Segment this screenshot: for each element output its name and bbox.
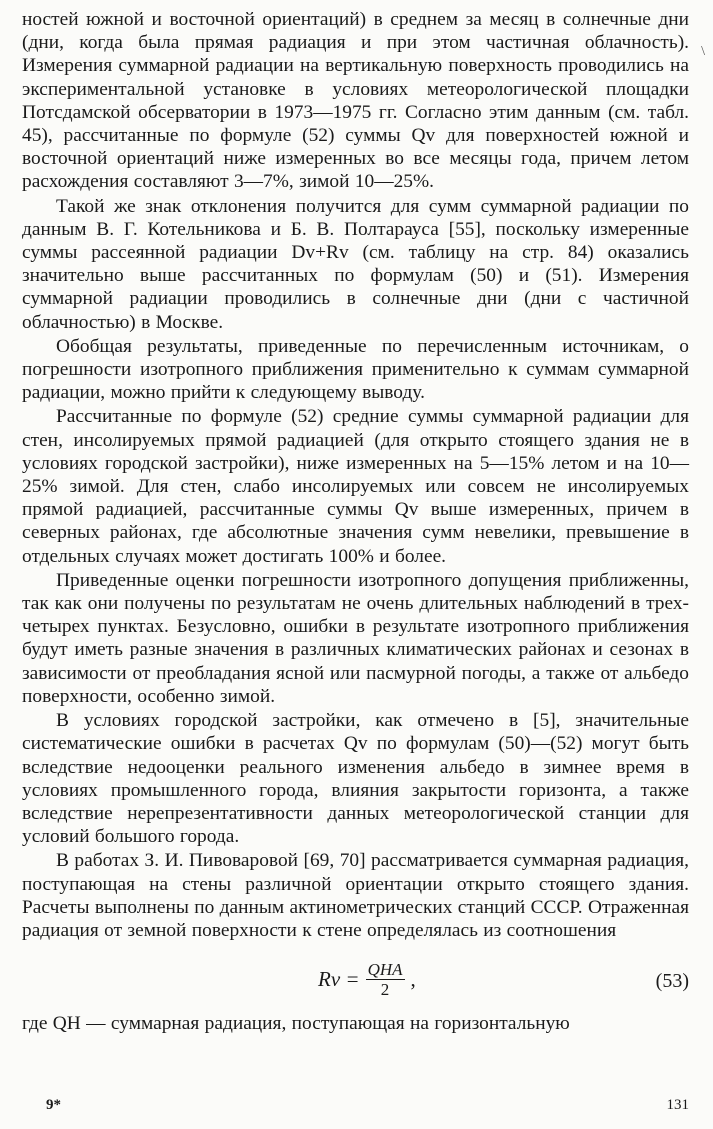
paragraph: Рассчитанные по формуле (52) средние суммы суммарной радиации для стен, инсолируемых прямой радиацией (для открыто стоящего здания не в условиях городской застройки), ниже измеренных на 5—15% летом и на 10—25% зимой. Для стен, слабо инсолируемых или совсем не инсолируемых прямой радиацией, рассчитанные суммы Qv выше измеренных, причем в северных районах, где абсолютные значения сумм невелики, превышение в отдельных случаях может достигать 100% и более. bbox=[22, 406, 689, 567]
page-footer bbox=[46, 1097, 689, 1114]
formula-53 bbox=[22, 956, 689, 1016]
paragraph: Такой же знак отклонения получится для сумм суммарной радиации по данным В. Г. Котельникова и Б. В. Полтарауса [55], поскольку измеренные суммы рассеянной радиации Dv+Rv (см. таблицу на стр. 84) оказались значительно выше рассчитанных по формулам (50) и (51). Измерения суммарной радиации проводились в солнечные дни (дни с частичной облачностью) в Москве. bbox=[22, 195, 689, 333]
formula-tail: , bbox=[410, 967, 416, 992]
paragraph-continued: ностей южной и восточной ориентаций) в среднем за месяц в солнечные дни (дни, когда была прямая радиация и при этом частичная облачность). Измерения суммарной радиации на вертикальную поверхность проводились на экспериментальной установке в условиях метеорологической площадки Потсдамской обсерватории в 1973—1975 гг. Согласно этим данным (см. табл. 45), рассчитанные по формуле (52) суммы Qv для поверхностей южной и восточной ориентаций ниже измеренных во все месяцы года, причем летом расхождения составляют 3—7%, зимой 10—25%. bbox=[22, 9, 689, 193]
signature-mark: 9* bbox=[46, 1097, 61, 1113]
formula-denominator: 2 bbox=[380, 980, 390, 1000]
margin-mark: \ bbox=[701, 44, 705, 59]
paragraph: Обобщая результаты, приведенные по перечисленным источникам, о погрешности изотропного приближения применительно к суммам суммарной радиации, можно прийти к следующему выводу. bbox=[22, 335, 689, 404]
paragraph: Приведенные оценки погрешности изотропного допущения приближенны, так как они получены по результатам не очень длительных наблюдений в трех-четырех пунктах. Безусловно, ошибки в результате изотропного приближения будут иметь разные значения в различных климатических районах и сезонах в зависимости от преобладания ясной или пасмурной погоды, а также от альбедо поверхности, особенно зимой. bbox=[22, 569, 689, 707]
paragraph-after-formula: где QH — суммарная радиация, поступающая на горизонтальную bbox=[22, 1013, 570, 1035]
formula-fraction bbox=[366, 960, 405, 999]
paragraph: В условиях городской застройки, как отмечено в [5], значительные систематические ошибки в расчетах Qv по формулам (50)—(52) могут быть вследствие недооценки реального изменения альбедо в зимнее время в условиях промышленного города, влияния закрытости горизонта, а также вследствие нерепрезентативности данных метеорологической станции для условий большого города. bbox=[22, 710, 689, 848]
formula-expression bbox=[318, 960, 416, 999]
formula-numerator: QHA bbox=[367, 960, 403, 980]
page-number: 131 bbox=[666, 1097, 689, 1113]
formula-lhs: Rv = bbox=[318, 967, 360, 992]
paragraph: В работах З. И. Пивоваровой [69, 70] рассматривается суммарная радиация, поступающая на стены различной ориентации открыто стоящего здания. Расчеты выполнены по данным актинометрических станций СССР. Отраженная радиация от земной поверхности к стене определялась из соотношения bbox=[22, 850, 689, 941]
formula-number: (53) bbox=[655, 970, 689, 993]
